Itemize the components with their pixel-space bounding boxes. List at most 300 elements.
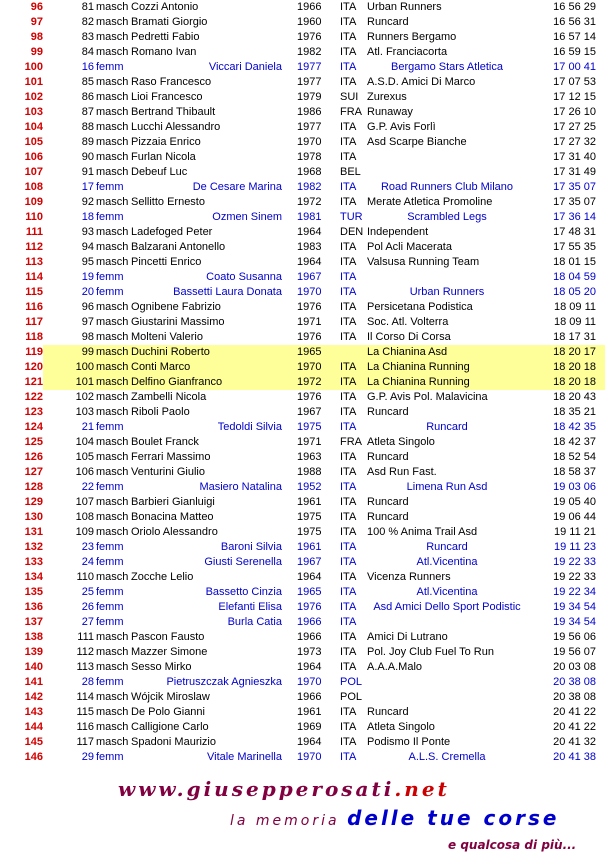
- table-row: [0, 465, 605, 480]
- cell-num: 20: [81, 286, 94, 298]
- cell-cat: masch: [96, 496, 129, 508]
- cell-cat: masch: [96, 1, 129, 13]
- cell-team: Asd Run Fast.: [367, 466, 437, 478]
- cell-pos: 108: [24, 181, 43, 193]
- cell-year: 1952: [297, 481, 322, 493]
- cell-team: Runcard: [367, 496, 409, 508]
- site-url-tld: .net: [394, 777, 450, 801]
- cell-year: 1966: [297, 631, 322, 643]
- cell-time: 17 31 49: [553, 166, 596, 178]
- cell-num: 100: [75, 361, 94, 373]
- cell-team: Runaway: [367, 106, 413, 118]
- table-row: [0, 180, 605, 195]
- cell-team: Persicetana Podistica: [367, 301, 473, 313]
- cell-cat: femm: [96, 601, 124, 613]
- cell-year: 1973: [297, 646, 322, 658]
- cell-name: Venturini Giulio: [131, 466, 205, 478]
- table-row: [0, 390, 605, 405]
- table-row: [0, 525, 605, 540]
- cell-name: Coato Susanna: [206, 271, 282, 283]
- cell-name: Tedoldi Silvia: [217, 421, 282, 433]
- cell-time: 18 42 35: [553, 421, 596, 433]
- cell-name: Conti Marco: [131, 361, 191, 373]
- cell-year: 1964: [297, 256, 322, 268]
- cell-nat: ITA: [340, 31, 357, 43]
- cell-cat: masch: [96, 136, 129, 148]
- table-row: [0, 375, 605, 390]
- cell-nat: ITA: [340, 361, 357, 373]
- cell-cat: femm: [96, 61, 124, 73]
- cell-year: 1966: [297, 691, 322, 703]
- cell-nat: ITA: [340, 481, 357, 493]
- cell-year: 1964: [297, 571, 322, 583]
- cell-name: Baroni Silvia: [220, 541, 282, 553]
- cell-nat: BEL: [340, 166, 361, 178]
- cell-cat: masch: [96, 346, 129, 358]
- cell-num: 26: [81, 601, 94, 613]
- cell-cat: masch: [96, 451, 129, 463]
- cell-num: 89: [81, 136, 94, 148]
- cell-num: 93: [81, 226, 94, 238]
- cell-num: 107: [75, 496, 94, 508]
- cell-name: Burla Catia: [227, 616, 282, 628]
- cell-name: Bertrand Thibault: [131, 106, 216, 118]
- table-row: [0, 750, 605, 765]
- cell-time: 20 41 22: [553, 706, 596, 718]
- table-row: [0, 345, 605, 360]
- cell-cat: masch: [96, 706, 129, 718]
- cell-pos: 106: [24, 151, 43, 163]
- cell-nat: ITA: [340, 316, 357, 328]
- cell-name: Delfino Gianfranco: [131, 376, 223, 388]
- cell-year: 1969: [297, 721, 322, 733]
- cell-name: Lucchi Alessandro: [131, 121, 221, 133]
- cell-name: Ladefoged Peter: [131, 226, 213, 238]
- cell-nat: ITA: [340, 421, 357, 433]
- cell-num: 111: [77, 631, 94, 643]
- cell-cat: femm: [96, 421, 124, 433]
- cell-year: 1970: [297, 136, 322, 148]
- cell-pos: 129: [24, 496, 43, 508]
- cell-name: Pizzaia Enrico: [131, 136, 201, 148]
- cell-nat: ITA: [340, 586, 357, 598]
- cell-time: 17 36 14: [553, 211, 596, 223]
- cell-nat: ITA: [340, 451, 357, 463]
- cell-num: 98: [81, 331, 94, 343]
- cell-team: La Chianina Running: [367, 376, 470, 388]
- cell-cat: femm: [96, 616, 124, 628]
- cell-num: 92: [81, 196, 94, 208]
- cell-team: Atl.Vicentina: [416, 586, 478, 598]
- cell-pos: 137: [24, 616, 43, 628]
- cell-cat: masch: [96, 196, 129, 208]
- table-row: [0, 495, 605, 510]
- cell-pos: 99: [30, 46, 43, 58]
- cell-year: 1970: [297, 286, 322, 298]
- table-row: [0, 120, 605, 135]
- cell-time: 18 35 21: [553, 406, 596, 418]
- cell-time: 18 52 54: [553, 451, 596, 463]
- cell-name: Pedretti Fabio: [131, 31, 200, 43]
- cell-cat: masch: [96, 76, 129, 88]
- cell-team: Asd Amici Dello Sport Podistic: [373, 601, 521, 613]
- cell-nat: ITA: [340, 661, 357, 673]
- cell-nat: ITA: [340, 571, 357, 583]
- cell-year: 1978: [297, 151, 322, 163]
- cell-cat: masch: [96, 511, 129, 523]
- cell-year: 1971: [297, 436, 322, 448]
- cell-team: Runcard: [426, 421, 468, 433]
- cell-year: 1964: [297, 226, 322, 238]
- cell-name: Bramati Giorgio: [131, 16, 208, 28]
- cell-cat: masch: [96, 391, 129, 403]
- cell-num: 83: [81, 31, 94, 43]
- table-row: [0, 600, 605, 615]
- cell-name: Duchini Roberto: [131, 346, 210, 358]
- cell-cat: masch: [96, 316, 129, 328]
- table-row: [0, 720, 605, 735]
- cell-num: 113: [76, 661, 94, 673]
- table-row: [0, 150, 605, 165]
- cell-year: 1977: [297, 61, 322, 73]
- cell-nat: ITA: [340, 751, 357, 763]
- table-row: [0, 315, 605, 330]
- cell-num: 82: [81, 16, 94, 28]
- cell-time: 17 27 32: [553, 136, 596, 148]
- cell-cat: masch: [96, 736, 129, 748]
- cell-nat: ITA: [340, 391, 357, 403]
- cell-nat: ITA: [340, 616, 357, 628]
- table-row: [0, 630, 605, 645]
- cell-time: 20 41 32: [553, 736, 596, 748]
- cell-cat: femm: [96, 751, 124, 763]
- cell-name: Zambelli Nicola: [131, 391, 207, 403]
- cell-pos: 141: [24, 676, 43, 688]
- cell-time: 18 09 11: [553, 316, 596, 328]
- cell-time: 20 38 08: [553, 676, 596, 688]
- cell-cat: masch: [96, 241, 129, 253]
- cell-cat: femm: [96, 271, 124, 283]
- cell-num: 18: [81, 211, 94, 223]
- cell-time: 17 48 31: [553, 226, 596, 238]
- cell-team: Valsusa Running Team: [367, 256, 480, 268]
- cell-time: 16 57 14: [553, 31, 596, 43]
- table-row: [0, 30, 605, 45]
- cell-num: 95: [81, 256, 94, 268]
- cell-cat: masch: [96, 661, 129, 673]
- cell-num: 116: [76, 721, 94, 733]
- cell-pos: 123: [24, 406, 43, 418]
- site-url[interactable]: [118, 777, 605, 801]
- cell-cat: masch: [96, 526, 129, 538]
- cell-name: Cozzi Antonio: [131, 1, 199, 13]
- cell-time: 19 34 54: [553, 601, 596, 613]
- tagline-part-1: la memoria: [230, 813, 340, 829]
- cell-year: 1975: [297, 526, 322, 538]
- cell-team: Independent: [367, 226, 429, 238]
- cell-nat: ITA: [340, 376, 357, 388]
- cell-time: 18 01 15: [553, 256, 596, 268]
- cell-name: Wójcik Miroslaw: [131, 691, 210, 703]
- cell-time: 18 20 18: [553, 376, 596, 388]
- cell-cat: masch: [96, 376, 129, 388]
- cell-pos: 104: [24, 121, 43, 133]
- cell-cat: masch: [96, 646, 129, 658]
- cell-nat: ITA: [340, 196, 357, 208]
- cell-name: Bonacina Matteo: [131, 511, 214, 523]
- cell-num: 94: [81, 241, 94, 253]
- cell-pos: 116: [25, 301, 43, 313]
- table-row: [0, 420, 605, 435]
- cell-team: Soc. Atl. Volterra: [367, 316, 449, 328]
- cell-name: Ozmen Sinem: [212, 211, 282, 223]
- cell-time: 17 35 07: [553, 196, 596, 208]
- cell-time: 19 03 06: [553, 481, 596, 493]
- cell-team: Bergamo Stars Atletica: [391, 61, 503, 73]
- cell-nat: ITA: [340, 631, 357, 643]
- table-row: [0, 645, 605, 660]
- cell-nat: ITA: [340, 556, 357, 568]
- cell-time: 17 27 25: [553, 121, 596, 133]
- table-row: [0, 570, 605, 585]
- cell-time: 18 05 20: [553, 286, 596, 298]
- cell-time: 19 06 44: [553, 511, 596, 523]
- table-row: [0, 60, 605, 75]
- cell-cat: femm: [96, 676, 124, 688]
- cell-team: G.P. Avis Forlì: [367, 121, 436, 133]
- cell-pos: 110: [25, 211, 43, 223]
- table-row: [0, 240, 605, 255]
- cell-time: 16 56 29: [553, 1, 596, 13]
- cell-cat: masch: [96, 226, 129, 238]
- table-row: [0, 195, 605, 210]
- table-row: [0, 75, 605, 90]
- cell-name: Elefanti Elisa: [218, 601, 282, 613]
- cell-name: Pascon Fausto: [131, 631, 205, 643]
- cell-team: Podismo Il Ponte: [367, 736, 451, 748]
- cell-cat: masch: [96, 106, 129, 118]
- cell-pos: 97: [30, 16, 43, 28]
- cell-pos: 146: [24, 751, 43, 763]
- cell-nat: ITA: [340, 46, 357, 58]
- cell-num: 23: [81, 541, 94, 553]
- cell-time: 18 20 17: [553, 346, 596, 358]
- cell-team: Atl.Vicentina: [416, 556, 478, 568]
- cell-time: 17 55 35: [553, 241, 596, 253]
- cell-name: Lioi Francesco: [131, 91, 203, 103]
- cell-team: Il Corso Di Corsa: [367, 331, 451, 343]
- cell-pos: 142: [24, 691, 43, 703]
- cell-nat: ITA: [340, 466, 357, 478]
- cell-year: 1961: [297, 496, 322, 508]
- cell-time: 18 09 11: [553, 301, 596, 313]
- table-row: [0, 405, 605, 420]
- cell-name: De Polo Gianni: [131, 706, 205, 718]
- table-row: [0, 705, 605, 720]
- table-row: [0, 555, 605, 570]
- cell-num: 16: [81, 61, 94, 73]
- cell-time: 17 26 10: [553, 106, 596, 118]
- cell-pos: 130: [24, 511, 43, 523]
- cell-cat: masch: [96, 166, 129, 178]
- cell-pos: 132: [24, 541, 43, 553]
- cell-pos: 126: [24, 451, 43, 463]
- cell-time: 20 03 08: [553, 661, 596, 673]
- cell-pos: 102: [24, 91, 43, 103]
- cell-team: La Chianina Running: [367, 361, 470, 373]
- cell-name: Balzarani Antonello: [131, 241, 226, 253]
- cell-cat: femm: [96, 481, 124, 493]
- cell-year: 1982: [297, 181, 322, 193]
- cell-time: 17 12 15: [553, 91, 596, 103]
- cell-year: 1982: [297, 46, 322, 58]
- cell-name: Ferrari Massimo: [131, 451, 211, 463]
- cell-num: 109: [75, 526, 94, 538]
- table-row: [0, 225, 605, 240]
- cell-year: 1965: [297, 346, 322, 358]
- cell-year: 1967: [297, 271, 322, 283]
- cell-team: Runcard: [367, 706, 409, 718]
- cell-team: Asd Scarpe Bianche: [367, 136, 467, 148]
- cell-team: Runcard: [426, 541, 468, 553]
- table-row: [0, 90, 605, 105]
- cell-time: 19 11 21: [553, 526, 596, 538]
- cell-nat: FRA: [340, 436, 362, 448]
- cell-time: 20 41 38: [553, 751, 596, 763]
- cell-team: Atl. Franciacorta: [367, 46, 448, 58]
- cell-nat: ITA: [340, 526, 357, 538]
- cell-name: De Cesare Marina: [192, 181, 282, 193]
- cell-name: Bassetti Laura Donata: [173, 286, 282, 298]
- cell-cat: femm: [96, 181, 124, 193]
- cell-cat: femm: [96, 286, 124, 298]
- cell-year: 1967: [297, 556, 322, 568]
- cell-nat: ITA: [340, 646, 357, 658]
- cell-name: Riboli Paolo: [131, 406, 190, 418]
- cell-team: Runcard: [367, 406, 409, 418]
- cell-team: Zurexus: [367, 91, 407, 103]
- cell-num: 87: [81, 106, 94, 118]
- cell-nat: ITA: [340, 181, 357, 193]
- cell-team: Atleta Singolo: [367, 436, 435, 448]
- cell-num: 90: [81, 151, 94, 163]
- cell-pos: 122: [24, 391, 43, 403]
- table-row: [0, 585, 605, 600]
- cell-team: Pol Acli Macerata: [367, 241, 452, 253]
- cell-name: Zocche Lelio: [131, 571, 194, 583]
- table-row: [0, 450, 605, 465]
- cell-team: Limena Run Asd: [406, 481, 488, 493]
- cell-nat: ITA: [340, 136, 357, 148]
- cell-num: 19: [81, 271, 94, 283]
- cell-team: A.L.S. Cremella: [408, 751, 486, 763]
- cell-num: 103: [75, 406, 94, 418]
- cell-year: 1977: [297, 76, 322, 88]
- cell-name: Romano Ivan: [131, 46, 197, 58]
- cell-num: 91: [81, 166, 94, 178]
- table-row: [0, 480, 605, 495]
- table-row: [0, 675, 605, 690]
- cell-time: 19 34 54: [553, 616, 596, 628]
- cell-cat: masch: [96, 436, 129, 448]
- cell-nat: ITA: [340, 496, 357, 508]
- cell-num: 28: [81, 676, 94, 688]
- cell-year: 1988: [297, 466, 322, 478]
- cell-time: 18 42 37: [553, 436, 596, 448]
- cell-cat: masch: [96, 466, 129, 478]
- cell-num: 110: [76, 571, 94, 583]
- cell-year: 1975: [297, 511, 322, 523]
- table-row: [0, 165, 605, 180]
- cell-time: 17 35 07: [553, 181, 596, 193]
- cell-pos: 139: [24, 646, 43, 658]
- cell-team: A.S.D. Amici Di Marco: [367, 76, 476, 88]
- cell-cat: femm: [96, 211, 124, 223]
- tagline: [230, 806, 605, 830]
- tagline-secondary: e qualcosa di più...: [448, 838, 577, 852]
- cell-pos: 98: [30, 31, 43, 43]
- table-row: [0, 105, 605, 120]
- cell-nat: ITA: [340, 601, 357, 613]
- cell-nat: ITA: [340, 16, 357, 28]
- cell-pos: 120: [0, 360, 43, 375]
- cell-nat: FRA: [340, 106, 362, 118]
- cell-cat: femm: [96, 541, 124, 553]
- cell-pos: 119: [0, 345, 43, 360]
- cell-nat: ITA: [340, 121, 357, 133]
- cell-name: Bassetto Cinzia: [205, 586, 282, 598]
- cell-name: Sesso Mirko: [131, 661, 192, 673]
- cell-time: 16 56 31: [553, 16, 596, 28]
- cell-name: Spadoni Maurizio: [131, 736, 216, 748]
- cell-year: 1976: [297, 31, 322, 43]
- cell-num: 105: [75, 451, 94, 463]
- cell-name: Pincetti Enrico: [131, 256, 202, 268]
- cell-pos: 138: [24, 631, 43, 643]
- cell-year: 1970: [297, 751, 322, 763]
- cell-cat: femm: [96, 586, 124, 598]
- cell-pos: 113: [25, 256, 43, 268]
- cell-team: G.P. Avis Pol. Malavicina: [367, 391, 488, 403]
- cell-num: 96: [81, 301, 94, 313]
- cell-num: 106: [75, 466, 94, 478]
- cell-time: 18 04 59: [553, 271, 596, 283]
- cell-time: 18 17 31: [553, 331, 596, 343]
- cell-pos: 96: [30, 1, 43, 13]
- cell-pos: 125: [24, 436, 43, 448]
- cell-time: 20 38 08: [553, 691, 596, 703]
- cell-nat: ITA: [340, 736, 357, 748]
- cell-name: Viccari Daniela: [208, 61, 282, 73]
- cell-year: 1960: [297, 16, 322, 28]
- site-url-main: www.giusepperosati: [118, 777, 395, 801]
- cell-cat: masch: [96, 691, 129, 703]
- cell-year: 1967: [297, 406, 322, 418]
- cell-nat: ITA: [340, 541, 357, 553]
- cell-name: Oriolo Alessandro: [131, 526, 218, 538]
- cell-num: 115: [76, 706, 94, 718]
- cell-name: Boulet Franck: [131, 436, 199, 448]
- cell-team: Runcard: [367, 511, 409, 523]
- cell-nat: ITA: [340, 721, 357, 733]
- cell-team: Runners Bergamo: [367, 31, 457, 43]
- cell-year: 1966: [297, 616, 322, 628]
- cell-time: 17 00 41: [553, 61, 596, 73]
- cell-pos: 112: [25, 241, 43, 253]
- cell-team: A.A.A.Malo: [367, 661, 423, 673]
- cell-team: Urban Runners: [409, 286, 485, 298]
- cell-time: 19 22 33: [553, 556, 596, 568]
